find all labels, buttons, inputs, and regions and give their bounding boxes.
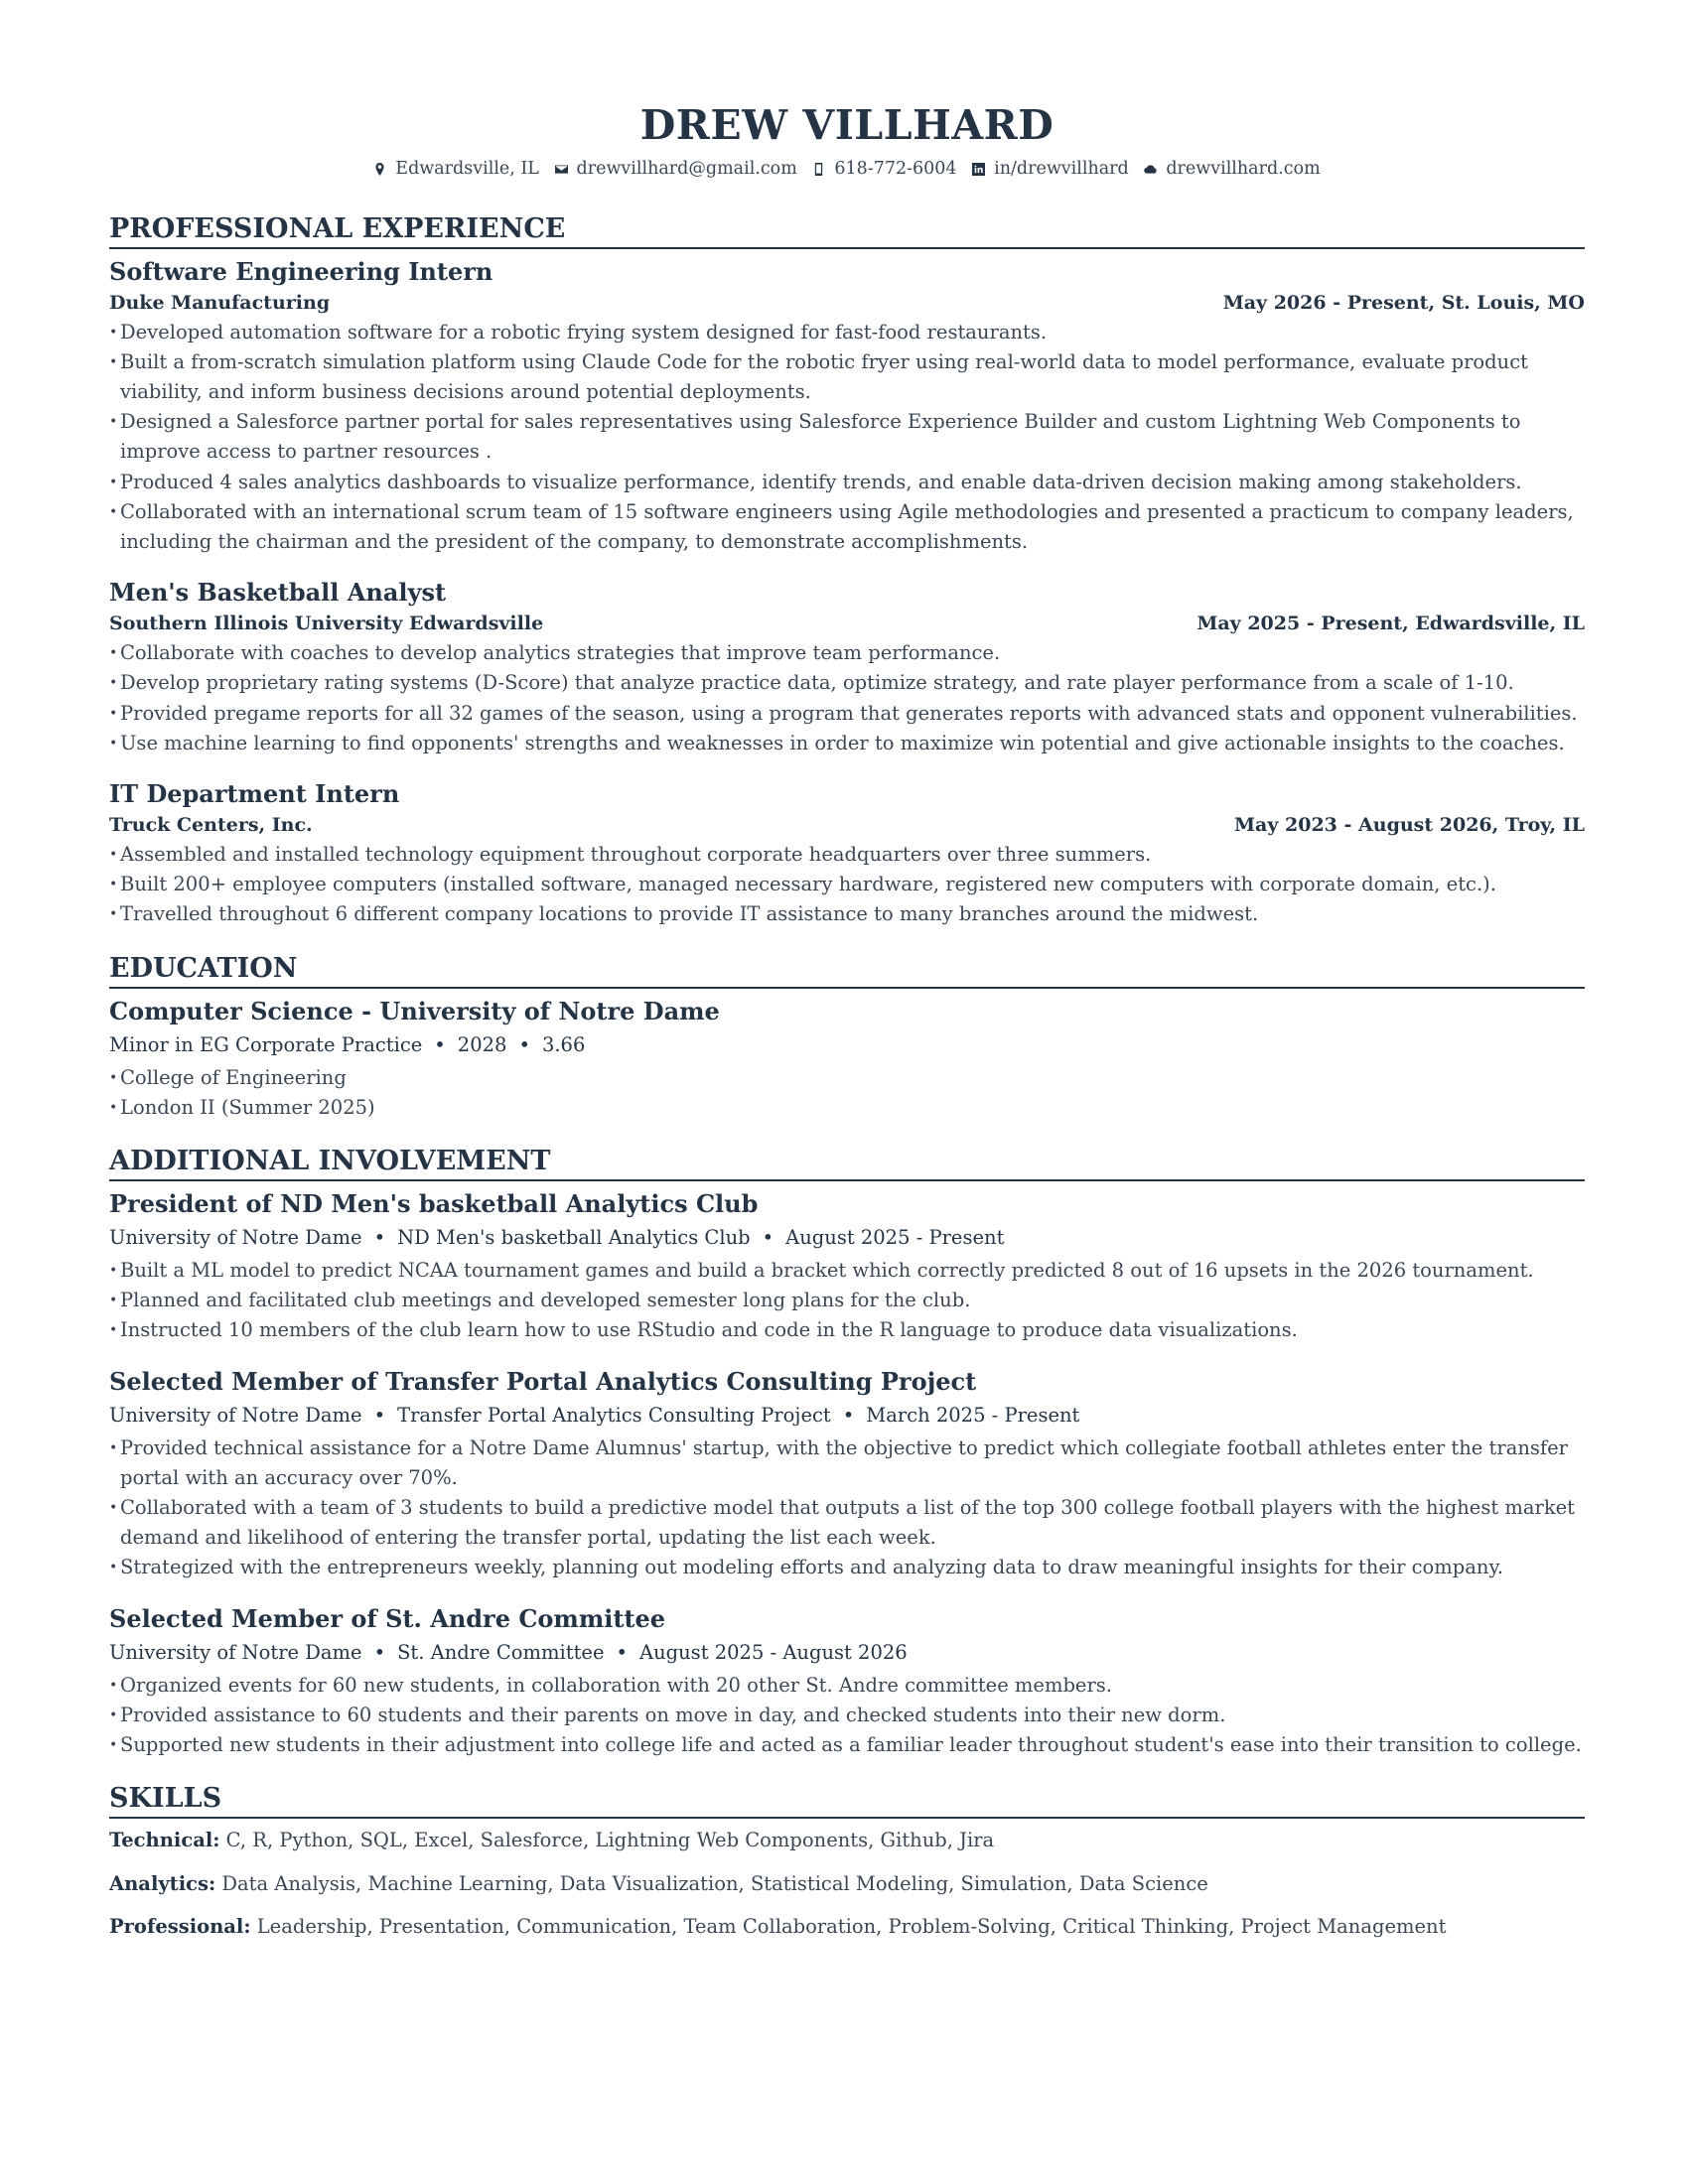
cloud-link-icon (1144, 163, 1157, 176)
phone-text: 618-772-6004 (834, 159, 957, 179)
bullet-item: • Strategized with the entrepreneurs weekly, planning out modeling efforts and analyzing data to draw meaningful insights for their company. (109, 1553, 1585, 1582)
bullet-item: • Organized events for 60 new students, in collaboration with 20 other St. Andre committee members. (109, 1671, 1585, 1701)
bullet-item: • Travelled throughout 6 different company locations to provide IT assistance to many branches around the midwest. (109, 899, 1585, 929)
bullet-item: • Planned and facilitated club meetings and developed semester long plans for the club. (109, 1286, 1585, 1315)
location-text: Edwardsville, IL (395, 159, 539, 179)
bullet-item: • Develop proprietary rating systems (D-Score) that analyze practice data, optimize strategy, and rate player performance from a scale of 1-10. (109, 668, 1585, 698)
bullet-item: • Collaborated with a team of 3 students to build a predictive model that outputs a list of the top 300 college football players with the highest market demand and likelihood of entering the transfer portal, updating the list each week. (109, 1493, 1585, 1553)
bullet-item: • College of Engineering (109, 1063, 1585, 1093)
section-title-involvement: ADDITIONAL INVOLVEMENT (109, 1145, 1585, 1181)
bullet-item: • Use machine learning to find opponents' strengths and weaknesses in order to maximize win potential and give actionable insights to the coaches. (109, 729, 1585, 758)
location-pin-icon (373, 163, 386, 176)
job-date-location: May 2023 - August 2026, Troy, IL (1234, 813, 1585, 836)
job-entry (109, 778, 1585, 930)
section-title-education: EDUCATION (109, 952, 1585, 989)
job-date-location: May 2026 - Present, St. Louis, MO (1222, 291, 1585, 314)
involvement-bullets (109, 1433, 1585, 1583)
section-title-experience: PROFESSIONAL EXPERIENCE (109, 212, 1585, 249)
bullet-item: • Developed automation software for a robotic frying system designed for fast-food restaurants. (109, 318, 1585, 347)
bullet-item: • Provided pregame reports for all 32 games of the season, using a program that generates reports with advanced stats and opponent vulnerabilities. (109, 699, 1585, 729)
involvement-entry (109, 1603, 1585, 1761)
bullet-item: • Collaborated with an international scrum team of 15 software engineers using Agile methodologies and presented a practicum to company leaders, including the chairman and the president of the company, to demonstrate accomplishments. (109, 497, 1585, 557)
involvement-org: University of Notre Dame (109, 1403, 362, 1427)
involvement-org: University of Notre Dame (109, 1640, 362, 1664)
involvement-entry (109, 1188, 1585, 1346)
contact-linkedin[interactable] (972, 157, 1129, 181)
job-entry (109, 577, 1585, 758)
involvement-group: St. Andre Committee (397, 1640, 605, 1664)
job-company: Duke Manufacturing (109, 291, 331, 314)
section-title-skills: SKILLS (109, 1782, 1585, 1819)
resume-page (109, 99, 1585, 1949)
bullet-item: • London II (Summer 2025) (109, 1093, 1585, 1123)
involvement-meta: University of Notre Dame • ND Men's basketball Analytics Club • August 2025 - Present (109, 1225, 1005, 1249)
skill-row-technical (109, 1819, 1585, 1862)
bullet-item: • Provided assistance to 60 students and their parents on move in day, and checked students into their new dorm. (109, 1701, 1585, 1730)
involvement-role: Selected Member of Transfer Portal Analytics Consulting Project (109, 1366, 977, 1396)
skill-row-analytics (109, 1862, 1585, 1906)
job-bullets (109, 318, 1585, 558)
education-bullets (109, 1063, 1585, 1123)
contact-phone[interactable] (812, 157, 956, 181)
involvement-meta: University of Notre Dame • Transfer Portal Analytics Consulting Project • March 2025 - Present (109, 1403, 1080, 1427)
involvement-dates: August 2025 - Present (785, 1225, 1005, 1249)
skill-label: Professional: (109, 1915, 251, 1939)
bullet-item: • Supported new students in their adjustment into college life and acted as a familiar leader throughout student's ease into their transition to college. (109, 1730, 1585, 1760)
job-role: IT Department Intern (109, 778, 400, 808)
phone-icon (812, 163, 825, 176)
involvement-group: Transfer Portal Analytics Consulting Project (397, 1403, 831, 1427)
education-meta: Minor in EG Corporate Practice • 2028 • 3.66 (109, 1032, 586, 1056)
education-gpa: 3.66 (541, 1032, 586, 1056)
education-degree: Computer Science - University of Notre Dame (109, 996, 720, 1025)
bullet-item: • Built a from-scratch simulation platform using Claude Code for the robotic fryer using real-world data to model performance, evaluate product viability, and inform business decisions around potential deployments. (109, 347, 1585, 407)
skill-label: Analytics: (109, 1871, 216, 1895)
bullet-item: • Built 200+ employee computers (installed software, managed necessary hardware, registered new computers with corporate domain, etc.). (109, 870, 1585, 899)
involvement-dates: August 2025 - August 2026 (639, 1640, 908, 1664)
job-subheader (109, 810, 1585, 840)
job-role: Software Engineering Intern (109, 256, 493, 286)
skill-value: Data Analysis, Machine Learning, Data Visualization, Statistical Modeling, Simulation, Data Science (221, 1871, 1208, 1895)
involvement-org: University of Notre Dame (109, 1225, 362, 1249)
job-bullets (109, 638, 1585, 758)
email-text: drewvillhard@gmail.com (576, 159, 797, 179)
education-minor: Minor in EG Corporate Practice (109, 1032, 423, 1056)
linkedin-icon (972, 163, 985, 176)
involvement-meta: University of Notre Dame • St. Andre Committee • August 2025 - August 2026 (109, 1640, 908, 1664)
involvement-bullets (109, 1256, 1585, 1346)
contact-website[interactable] (1144, 157, 1320, 181)
candidate-name: DREW VILLHARD (639, 101, 1055, 149)
involvement-entry (109, 1366, 1585, 1583)
bullet-item: • Collaborate with coaches to develop analytics strategies that improve team performance. (109, 638, 1585, 668)
involvement-bullets (109, 1671, 1585, 1761)
bullet-item: • Assembled and installed technology equipment throughout corporate headquarters over three summers. (109, 840, 1585, 870)
bullet-item: • Produced 4 sales analytics dashboards to visualize performance, identify trends, and enable data-driven decision making among stakeholders. (109, 468, 1585, 497)
bullet-item: • Built a ML model to predict NCAA tournament games and build a bracket which correctly predicted 8 out of 16 upsets in the 2026 tournament. (109, 1256, 1585, 1286)
bullet-item: • Provided technical assistance for a Notre Dame Alumnus' startup, with the objective to predict which collegiate football athletes enter the transfer portal with an accuracy over 70%. (109, 1433, 1585, 1493)
skill-value: C, R, Python, SQL, Excel, Salesforce, Lightning Web Components, Github, Jira (225, 1829, 995, 1852)
involvement-role: Selected Member of St. Andre Committee (109, 1603, 666, 1633)
skill-label: Technical: (109, 1829, 220, 1852)
envelope-icon (555, 163, 568, 176)
skill-value: Leadership, Presentation, Communication, Team Collaboration, Problem-Solving, Critical Thinking, Project Management (256, 1915, 1447, 1939)
contact-email[interactable] (555, 157, 797, 181)
education-entry (109, 996, 1585, 1123)
skills-list (109, 1819, 1585, 1949)
involvement-role: President of ND Men's basketball Analytics Club (109, 1188, 759, 1218)
education-grad-year: 2028 (457, 1032, 507, 1056)
website-text: drewvillhard.com (1166, 159, 1321, 179)
job-subheader (109, 609, 1585, 638)
job-entry (109, 256, 1585, 558)
job-role: Men's Basketball Analyst (109, 578, 447, 608)
job-company: Truck Centers, Inc. (109, 813, 313, 836)
bullet-item: • Instructed 10 members of the club learn how to use RStudio and code in the R language to produce data visualizations. (109, 1315, 1585, 1345)
job-bullets (109, 840, 1585, 930)
contact-bar (109, 157, 1585, 183)
job-company: Southern Illinois University Edwardsville (109, 613, 544, 635)
involvement-group: ND Men's basketball Analytics Club (397, 1225, 751, 1249)
job-date-location: May 2025 - Present, Edwardsville, IL (1196, 613, 1585, 635)
linkedin-text: in/drewvillhard (994, 159, 1129, 179)
job-subheader (109, 288, 1585, 318)
bullet-item: • Designed a Salesforce partner portal for sales representatives using Salesforce Experience Builder and custom Lightning Web Components to improve access to partner resources . (109, 407, 1585, 467)
involvement-dates: March 2025 - Present (866, 1403, 1080, 1427)
contact-location (373, 157, 539, 181)
skill-row-professional (109, 1905, 1585, 1949)
